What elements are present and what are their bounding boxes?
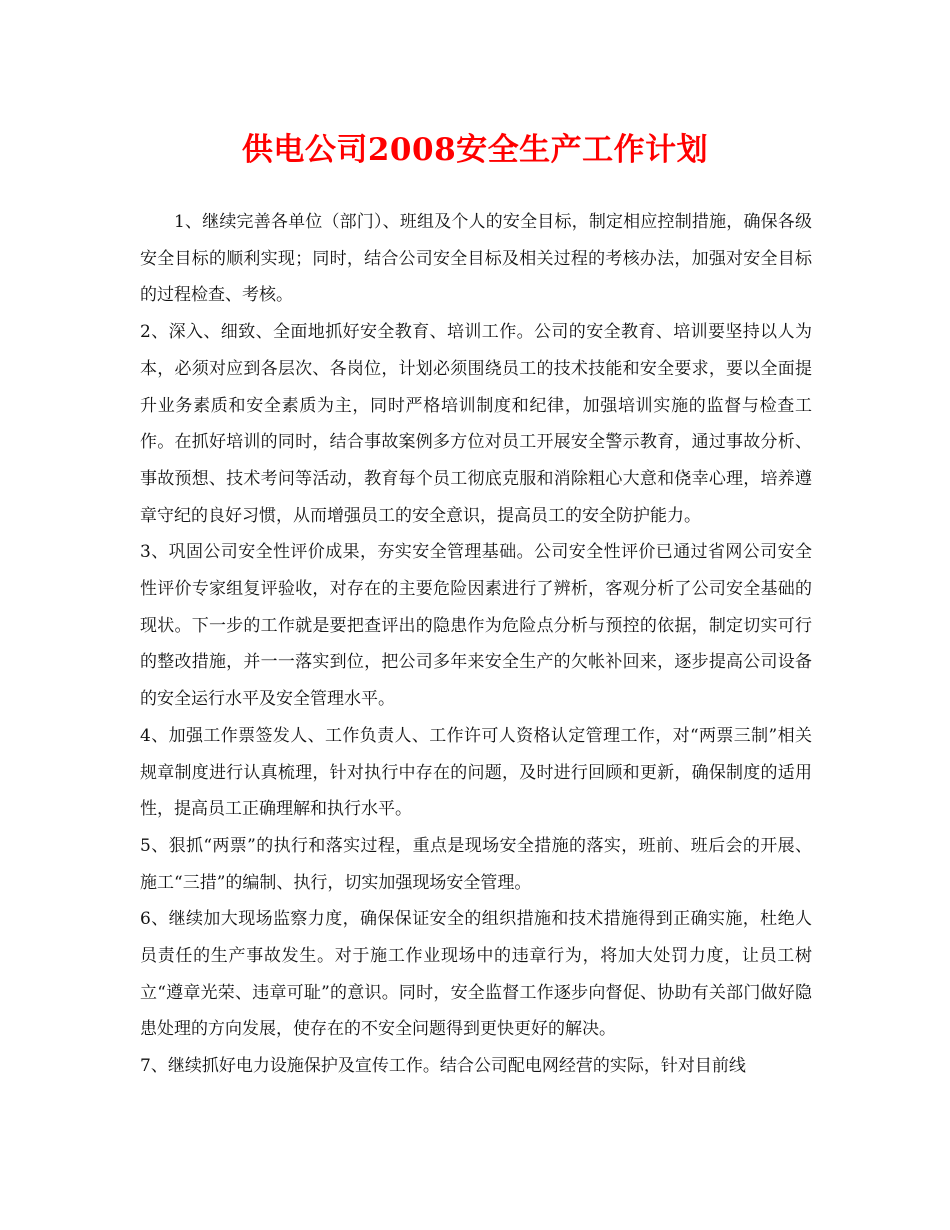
paragraph-4: 4、加强工作票签发人、工作负责人、工作许可人资格认定管理工作，对“两票三制”相关规章制度进行认真梳理，针对执行中存在的问题，及时进行回顾和更新，确保制度的适用性，提高员工正确理解和执行水平。 [140, 725, 812, 820]
paragraph-3: 3、巩固公司安全性评价成果，夯实安全管理基础。公司安全性评价已通过省网公司安全性评价专家组复评验收，对存在的主要危险因素进行了辨析，客观分析了公司安全基础的现状。下一步的工作就是要把查评出的隐患作为危险点分析与预控的依据，制定切实可行的整改措施，并一一落实到位，把公司多年来安全生产的欠帐补回来，逐步提高公司设备的安全运行水平及安全管理水平。 [140, 542, 812, 710]
paragraph-6: 6、继续加大现场监察力度，确保保证安全的组织措施和技术措施得到正确实施，杜绝人员责任的生产事故发生。对于施工作业现场中的违章行为，将加大处罚力度，让员工树立“遵章光荣、违章可耻”的意识。同时，安全监督工作逐步向督促、协助有关部门做好隐患处理的方向发展，使存在的不安全问题得到更快更好的解决。 [140, 909, 812, 1040]
paragraph-7: 7、继续抓好电力设施保护及宣传工作。结合公司配电网经营的实际，针对目前线 [140, 1056, 746, 1077]
paragraph-1: 1、继续完善各单位（部门）、班组及个人的安全目标，制定相应控制措施，确保各级安全目标的顺利实现；同时，结合公司安全目标及相关过程的考核办法，加强对安全目标的过程检查、考核。 [140, 212, 812, 306]
paragraph-2: 2、深入、细致、全面地抓好安全教育、培训工作。公司的安全教育、培训要坚持以人为本，必须对应到各层次、各岗位，计划必须围绕员工的技术技能和安全要求，要以全面提升业务素质和安全素质为主，同时严格培训制度和纪律，加强培训实施的监督与检查工作。在抓好培训的同时，结合事故案例多方位对员工开展安全警示教育，通过事故分析、事故预想、技术考问等活动，教育每个员工彻底克服和消除粗心大意和侥幸心理，培养遵章守纪的良好习惯，从而增强员工的安全意识，提高员工的安全防护能力。 [140, 322, 812, 526]
document-body [140, 204, 812, 1085]
document-title: 供电公司2008安全生产工作计划 [241, 132, 709, 168]
paragraph-5: 5、狠抓“两票”的执行和落实过程，重点是现场安全措施的落实，班前、班后会的开展、施工“三措”的编制、执行，切实加强现场安全管理。 [140, 835, 812, 893]
